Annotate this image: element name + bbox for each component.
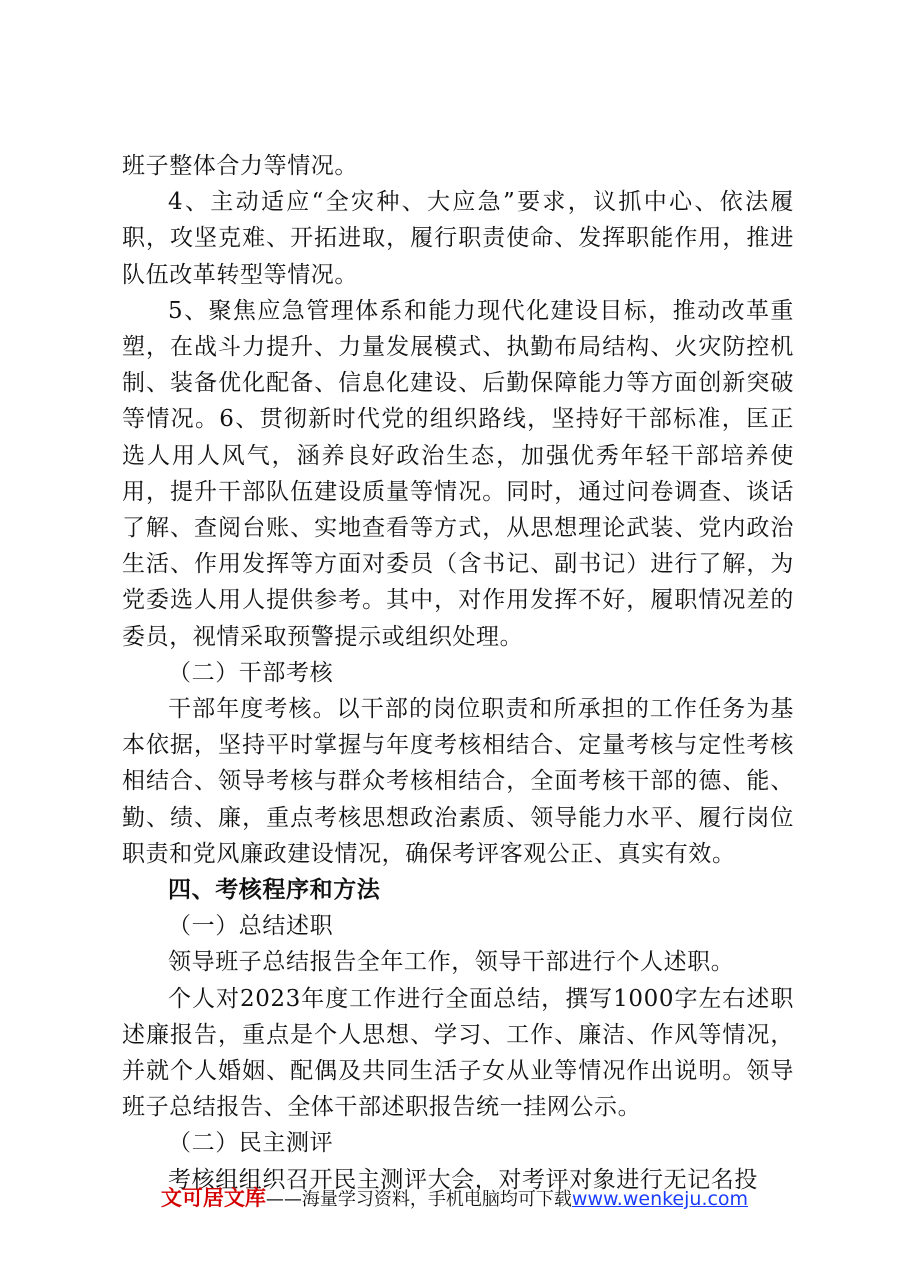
paragraph-personal-summary: 个人对2023年度工作进行全面总结，撰写1000字左右述职述廉报告，重点是个人思想、学习、工作、廉洁、作风等情况，并就个人婚姻、配偶及共同生活子女从业等情况作出说明。领导班子总结报告、全体干部述职报告统一挂网公示。 — [122, 985, 794, 1121]
subheading-democratic-evaluation: （二）民主测评 — [168, 1130, 334, 1157]
footer-link[interactable]: www.wenkeju.com — [571, 1188, 749, 1210]
paragraph-annual-assessment: 干部年度考核。以干部的岗位职责和所承担的工作任务为基本依据，坚持平时掌握与年度考核相结合、定量考核与定性考核相结合、领导考核与群众考核相结合，全面考核干部的德、能、勤、绩、廉，重点考核思想政治素质、领导能力水平、履行岗位职责和党风廉政建设情况，确保考评客观公正、真实有效。 — [122, 696, 794, 867]
document-body — [122, 148, 794, 1198]
paragraph-item-5-6: 5、聚焦应急管理体系和能力现代化建设目标，推动改革重塑，在战斗力提升、力量发展模式、执勤布局结构、火灾防控机制、装备优化配备、信息化建设、后勤保障能力等方面创新突破等情况。6、贯彻新时代党的组织路线，坚持好干部标准，匡正选人用人风气，涵养良好政治生态，加强优秀年轻干部培养使用，提升干部队伍建设质量等情况。同时，通过问卷调查、谈话了解、查阅台账、实地查看等方式，从思想理论武装、党内政治生活、作用发挥等方面对委员（含书记、副书记）进行了解，为党委选人用人提供参考。其中，对作用发挥不好，履职情况差的委员，视情采取预警提示或组织处理。 — [122, 297, 794, 650]
section-heading-procedure: 四、考核程序和方法 — [168, 877, 381, 904]
paragraph-summary-report: 领导班子总结报告全年工作，领导干部进行个人述职。 — [168, 949, 735, 976]
footer-slogan: ——海量学习资料，手机电脑均可下载 — [265, 1189, 572, 1210]
paragraph-item-4: 4、主动适应“全灾种、大应急”要求，议抓中心、依法履职，攻坚克难、开拓进取，履行职责使命、发挥职能作用，推进队伍改革转型等情况。 — [122, 189, 794, 288]
paragraph-evaluation-meeting: 考核组组织召开民主测评大会，对考评对象进行无记名投 — [168, 1166, 758, 1193]
subheading-summary-report: （一）总结述职 — [168, 913, 334, 940]
paragraph-continuation: 班子整体合力等情况。 — [122, 153, 358, 179]
footer-brand: 文可居文库 — [160, 1186, 266, 1210]
footer-watermark — [0, 1182, 909, 1212]
subheading-cadre-assessment: （二）干部考核 — [168, 659, 334, 686]
